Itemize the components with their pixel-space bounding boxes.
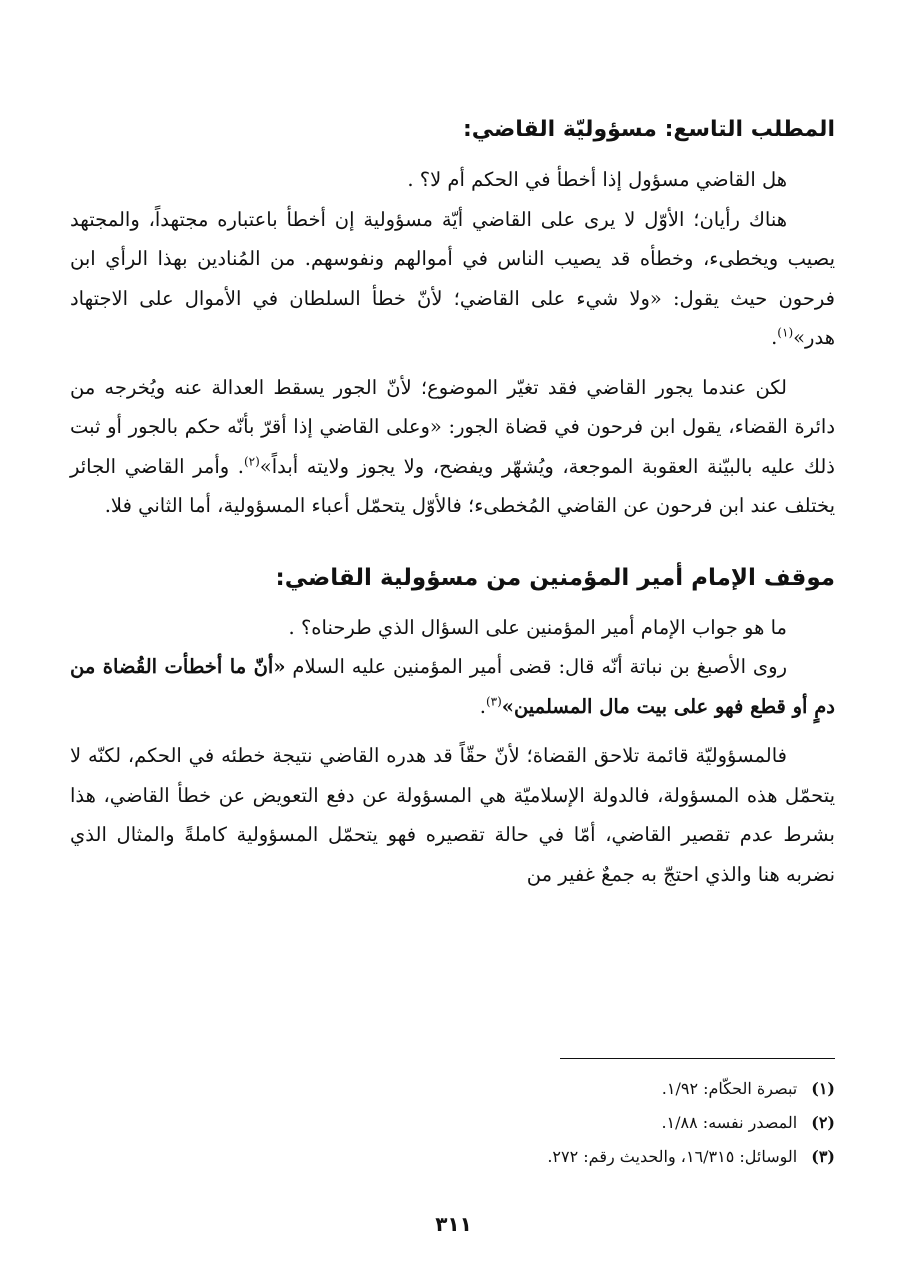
section-heading-imam-position: موقف الإمام أمير المؤمنين من مسؤولية القاضي: <box>275 564 835 591</box>
footnote-text: الوسائل: ١٦/٣١٥، والحديث رقم: ٢٧٢. <box>547 1147 798 1166</box>
footnote-reference-2[interactable]: (٢) <box>243 454 260 468</box>
paragraph-two-opinions <box>70 200 835 358</box>
paragraph-text-tail: . وأمر القاضي الجائر يختلف عند ابن فرحون عن القاضي المُخطىء؛ فالأوّل يتحمّل أعباء المسؤولية، أما الثاني فلا. <box>70 454 835 517</box>
footnote-number: (٣) <box>811 1147 835 1166</box>
paragraph-text: لكن عندما يجور القاضي فقد تغيّر الموضوع؛ لأنّ الجور يسقط العدالة عنه ويُخرجه من دائرة القضاء، يقول ابن فرحون في قضاة الجور: «وعلى القاضي إذا أقرّ بأنّه حكم بالجور أو ثبت ذلك عليه بالبيّنة العقوبة الموجعة، ويُشهّر ويفضح، ولا يجوز ولايته أبداً» <box>70 375 835 478</box>
footnote-3 <box>275 1140 835 1174</box>
paragraph-text: هل القاضي مسؤول إذا أخطأ في الحكم أم لا؟ . <box>407 168 787 191</box>
narration-quote: «أنّ ما أخطأت القُضاة من دمٍ أو قطع فهو على بيت مال المسلمين» <box>70 655 835 718</box>
footnote-reference-1[interactable]: (١) <box>777 325 794 340</box>
footnote-number: (١) <box>811 1079 835 1098</box>
footnote-number: (٢) <box>811 1113 835 1132</box>
page-body <box>70 108 835 894</box>
footnote-2 <box>275 1106 835 1140</box>
paragraph-unjust-judge <box>70 368 835 526</box>
paragraph-imam-question <box>70 608 835 648</box>
paragraph-text: هناك رأيان؛ الأوّل لا يرى على القاضي أيّة مسؤولية إن أخطأ باعتباره مجتهداً، والمجتهد يصيب ويخطىء، وخطأه قد يصيب الناس في أموالهم ونفوسهم. من المُنادين بهذا الرأي ابن فرحون حيث يقول: «ولا شيء على القاضي؛ لأنّ خطأ السلطان في الأموال على الاجتهاد هدر» <box>70 207 835 349</box>
footnote-text: المصدر نفسه: ١/٨٨. <box>661 1113 798 1132</box>
footnotes <box>275 1072 835 1174</box>
footnote-divider <box>560 1058 835 1059</box>
paragraph-end: . <box>479 694 486 718</box>
paragraph-text: ما هو جواب الإمام أمير المؤمنين على السؤال الذي طرحناه؟ . <box>288 615 787 639</box>
paragraph-end: . <box>771 326 778 349</box>
paragraph-responsibility-conclusion <box>70 736 835 894</box>
paragraph-question <box>70 160 835 200</box>
footnote-reference-3[interactable]: (٣) <box>485 694 502 708</box>
footnote-1 <box>275 1072 835 1106</box>
page-number: ٣١١ <box>435 1212 472 1236</box>
paragraph-narration <box>70 647 835 726</box>
section-heading-judge-responsibility: المطلب التاسع: مسؤوليّة القاضي: <box>462 117 835 142</box>
paragraph-text: فالمسؤوليّة قائمة تلاحق القضاة؛ لأنّ حقّاً قد هدره القاضي نتيجة خطئه في الحكم، لكنّه لا يتحمّل هذه المسؤولة، فالدولة الإسلاميّة هي المسؤولة عن دفع التعويض عن خطأ القاضي، هذا بشرط عدم تقصير القاضي، أمّا في حالة تقصيره فهو يتحمّل المسؤولية كاملةً والمثال الذي نضربه هنا والذي احتجّ به جمعٌ غفير من <box>70 744 835 886</box>
footnote-text: تبصرة الحكّام: ١/٩٢. <box>661 1079 798 1098</box>
paragraph-text: روى الأصبغ بن نباتة أنّه قال: قضى أمير المؤمنين عليه السلام <box>285 655 787 678</box>
